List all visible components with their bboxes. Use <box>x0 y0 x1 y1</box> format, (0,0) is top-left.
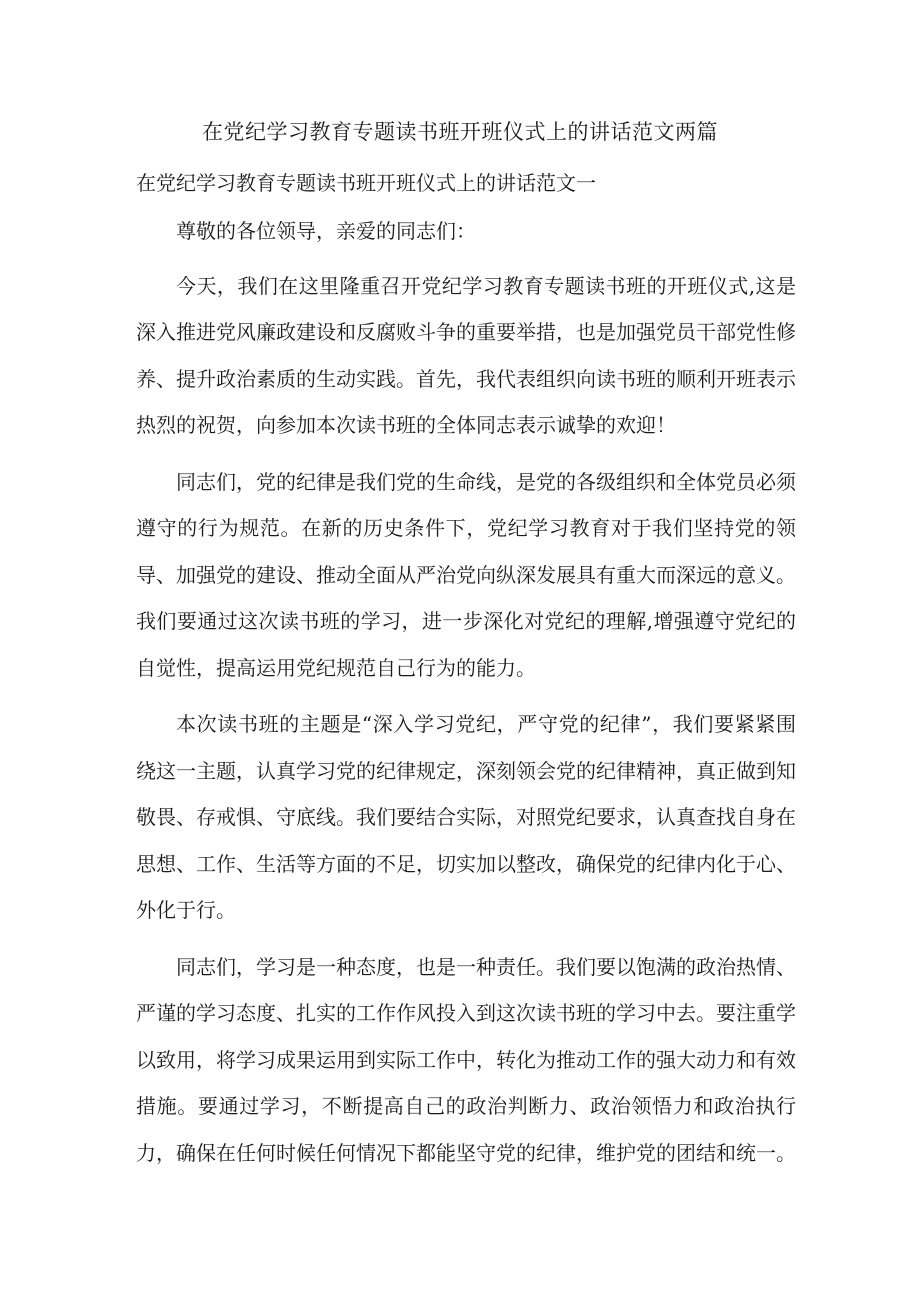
salutation: 尊敬的各位领导，亲爱的同志们： <box>176 219 476 243</box>
paragraph-1: 今天，我们在这里隆重召开党纪学习教育专题读书班的开班仪式,这是深入推进党风廉政建设和反腐败斗争的重要举措，也是加强党员干部党性修养、提升政治素质的生动实践。首先，我代表组织向读书班的顺利开班表示热烈的祝贺，向参加本次读书班的全体同志表示诚挚的欢迎！ <box>136 273 796 437</box>
document-body <box>136 208 796 1186</box>
paragraph-2: 同志们，党的纪律是我们党的生命线，是党的各级组织和全体党员必须遵守的行为规范。在新的历史条件下，党纪学习教育对于我们坚持党的领导、加强党的建设、推动全面从严治党向纵深发展具有重大而深远的意义。我们要通过这次读书班的学习，进一步深化对党纪的理解,增强遵守党纪的自觉性，提高运用党纪规范自己行为的能力。 <box>136 469 796 680</box>
paragraph-3: 本次读书班的主题是“深入学习党纪，严守党的纪律”，我们要紧紧围绕这一主题，认真学习党的纪律规定，深刻领会党的纪律精神，真正做到知敬畏、存戒惧、守底线。我们要结合实际，对照党纪要求，认真查找自身在思想、工作、生活等方面的不足，切实加以整改，确保党的纪律内化于心、外化于行。 <box>136 712 796 922</box>
paragraph-4: 同志们，学习是一种态度，也是一种责任。我们要以饱满的政治热情、严谨的学习态度、扎实的工作作风投入到这次读书班的学习中去。要注重学以致用，将学习成果运用到实际工作中，转化为推动工作的强大动力和有效措施。要通过学习，不断提高自己的政治判断力、政治领悟力和政治执行力，确保在任何时候任何情况下都能坚守党的纪律，维护党的团结和统一。 <box>136 954 796 1165</box>
section-title: 在党纪学习教育专题读书班开班仪式上的讲话范文一 <box>136 171 596 195</box>
document-title: 在党纪学习教育专题读书班开班仪式上的讲话范文两篇 <box>202 120 718 144</box>
